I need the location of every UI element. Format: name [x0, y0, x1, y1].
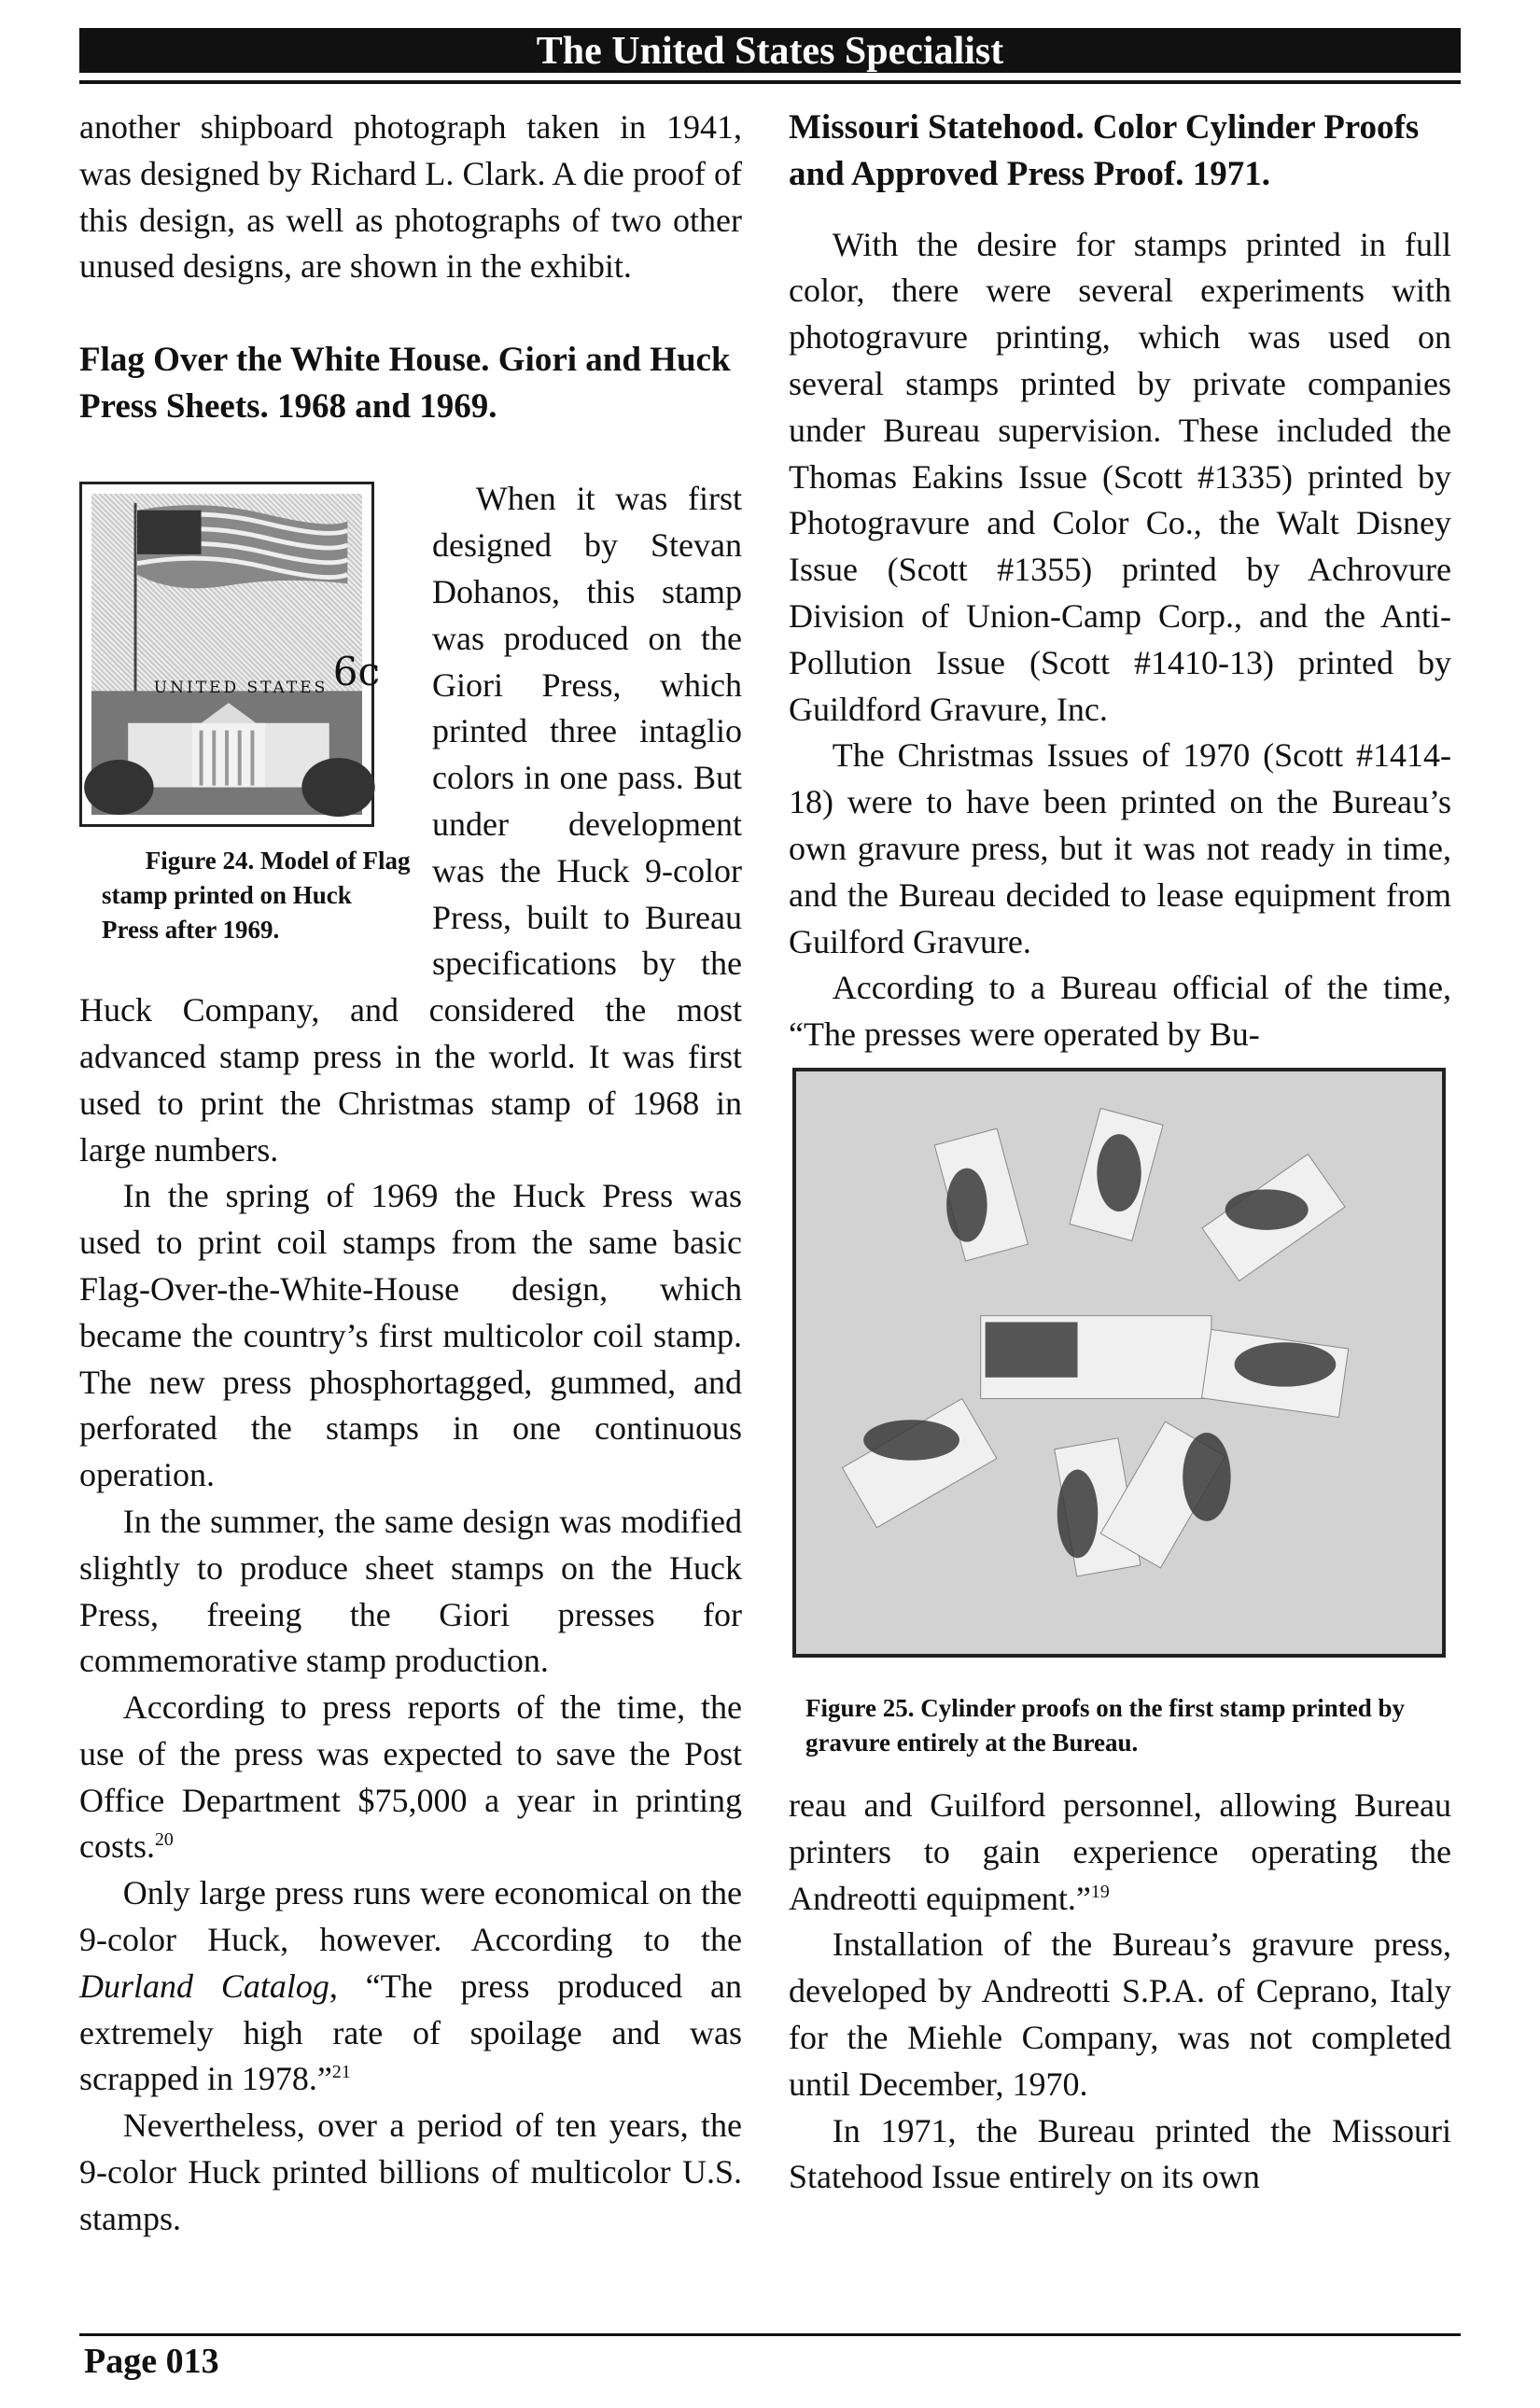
- left-paragraph-6-text-b: , “The press produced an extremely high rate of spoilage and was scrapped in 1978.”: [79, 1967, 743, 2098]
- left-paragraph-5-text: According to press reports of the time, the use of the press was expected to save the Post Office Department $75,000 a year in printing costs.: [79, 1688, 742, 1866]
- figure-24: [79, 482, 412, 947]
- header-rule: [79, 80, 1461, 84]
- right-paragraph-4-text: reau and Guilford personnel, allowing Bureau printers to gain experience operating the Andreotti equipment.”: [789, 1785, 1451, 1917]
- left-paragraph-5: [79, 1685, 742, 1870]
- left-paragraph-2: [79, 476, 742, 1173]
- left-paragraph-1: another shipboard photograph taken in 1941, was designed by Richard L. Clark. A die proof of this design, as well as photographs of two other unused designs, are shown in the exhibit.: [79, 108, 742, 286]
- left-paragraph-7: Nevertheless, over a period of ten years, the 9-color Huck printed billions of multicolor U.S. stamps.: [79, 2107, 742, 2237]
- stamp-denomination: 6c: [332, 649, 381, 695]
- right-paragraph-5: Installation of the Bureau’s gravure press, developed by Andreotti S.P.A. of Ceprano, Italy for the Miehle Company, was not completed until December, 1970.: [789, 1925, 1451, 2103]
- cylinder-proofs-photo: [792, 1068, 1446, 1658]
- stamp-country-text: UNITED STATES: [153, 679, 329, 698]
- right-column: [789, 105, 1451, 2201]
- left-paragraph-6: [79, 1870, 742, 2103]
- flag-stamp-image: [79, 482, 381, 827]
- left-paragraph-4: In the summer, the same design was modified slightly to produce sheet stamps on the Huck Press, freeing the Giori presses for commemorative stamp production.: [79, 1502, 742, 1680]
- footnote-ref-19: 19: [1090, 1881, 1110, 1902]
- right-paragraph-3: According to a Bureau official of the time, “The presses were operated by Bu-: [789, 969, 1451, 1054]
- section-heading-flag-over-white-house: Flag Over the White House. Giori and Huck Press Sheets. 1968 and 1969.: [79, 340, 731, 426]
- page-header-title: The United States Specialist: [79, 28, 1461, 73]
- left-column: [79, 105, 742, 2243]
- figure-25-caption: Figure 25. Cylinder proofs on the first stamp printed by gravure entirely at the Bureau.: [805, 1693, 1406, 1757]
- left-paragraph-6-text-a: Only large press runs were economical on the 9-color Huck, however. According to the: [79, 1874, 742, 1959]
- figure-24-caption: Figure 24. Model of Flag stamp printed on Huck Press after 1969.: [102, 847, 411, 945]
- section-heading-missouri-statehood: Missouri Statehood. Color Cylinder Proofs and Approved Press Proof. 1971.: [789, 108, 1420, 193]
- right-paragraph-6: In 1971, the Bureau printed the Missouri Statehood Issue entirely on its own: [789, 2111, 1451, 2196]
- figure-25: [789, 1068, 1451, 1760]
- right-paragraph-2: The Christmas Issues of 1970 (Scott #1414-18) were to have been printed on the Bureau’s own gravure press, but it was not ready in time, and the Bureau decided to lease equipment from Guilford Gravure.: [789, 736, 1451, 960]
- footer-rule: [79, 2333, 1461, 2336]
- left-paragraph-3: In the spring of 1969 the Huck Press was used to print coil stamps from the same basic Flag-Over-the-White-House design, which became the country’s first multicolor coil stamp. The new press phosphortagged, gummed, and perforated the stamps in one continuous operation.: [79, 1177, 742, 1494]
- page-number: Page 013: [84, 2342, 219, 2381]
- footnote-ref-20: 20: [155, 1829, 174, 1851]
- footnote-ref-21: 21: [331, 2062, 351, 2083]
- cylinder-proofs-illustration: [796, 1071, 1442, 1654]
- durland-catalog-title: Durland Catalog: [79, 1967, 329, 2005]
- flag-icon: [137, 506, 347, 589]
- left-paragraph-2-text: When it was first designed by Stevan Dohanos, this stamp was produced on the Giori Press, which printed three intaglio colors in one pass. But under development was the Huck 9-color Press, built to Bureau specifications by the Huck Company, and considered the most advanced stamp press in the world. It was first used to print the Christmas stamp of 1968 in large numbers.: [79, 480, 742, 1169]
- right-paragraph-1: With the desire for stamps printed in full color, there were several experiments with photogravure printing, which was used on several stamps printed by private companies under Bureau supervision. These included the Thomas Eakins Issue (Scott #1335) printed by Photogravure and Color Co., the Walt Disney Issue (Scott #1355) printed by Achrovure Division of Union-Camp Corp., and the Anti-Pollution Issue (Scott #1410-13) printed by Guildford Gravure, Inc.: [789, 225, 1451, 728]
- right-paragraph-4: [789, 1783, 1451, 1922]
